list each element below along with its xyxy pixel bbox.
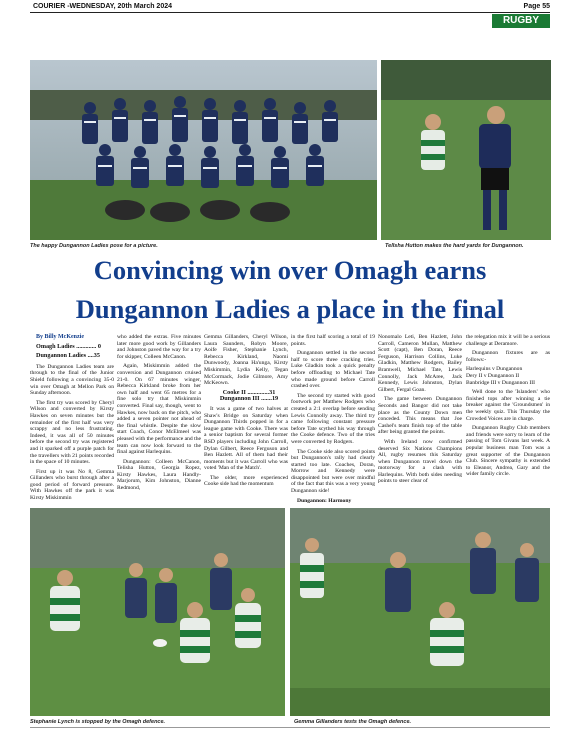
fixture: Dery II v Dungannon II [466, 372, 520, 379]
hutton-photo [381, 60, 551, 240]
article-column-2 [117, 334, 201, 495]
paragraph: It was a game of two halves at Shaw's Bridge on Saturday when Dungannon Thirds popped in for a league game with Cooke. There was a senior baptism for several former RSD players including John Carroll, Dylan Gilbert, Reece Ferguson and Ben Hazlett. All of them had their moments but it was Carroll who was voted 'Man of the Match'. [204, 405, 288, 472]
paragraph: The second try started with good footwork per Matthew Rodgers who created a 2:1 overlap before sending Lewis Connolly away. The third try came following constant pressure before Tate scythed his way through the Cooke defence. Two of the tries were converted by Rodgers. [291, 392, 375, 445]
paragraph: the relegation mix it will be a serious challenge at Deramore. [466, 334, 550, 347]
article-column-3 [204, 334, 288, 491]
article-column-6 [466, 334, 550, 481]
headline-line-2: Dungannon Ladies a place in the final [75, 294, 505, 324]
gillanders-photo [290, 508, 550, 716]
score-line: Omagh Ladies ............. 0 [36, 342, 101, 350]
paragraph: Gemma Gillanders, Cheryl Wilson, Laura Saunders, Robyn Moore, Aoife Fisher, Stephanie Lynch, Rebecca Kirkland, Naomi Dunwoody, Joanna Ha'unga, Kirsty Miskimmin, Lydia Kelly, Tegan McCormack, Jodie Gilmore, Amy McKeown. [204, 334, 288, 387]
article-column-1 [30, 334, 114, 505]
paragraph: The older, more experienced Cooke side had the momentum [204, 474, 288, 488]
paragraph: who added the extras. Five minutes later more good work by Gillanders and Johnston paved the way for a try for skipper, Colleen McCanon. [117, 334, 201, 360]
paragraph: First up it was No 8, Gemma Gillanders who burst through after a good period of forward pressure. With Hawkes off the park it was Kirsty Miskimmin [30, 468, 114, 502]
paragraph: Nonomalo Leti, Ben Hazlett, John Carroll, Cameron Mullan, Matthew Scott (capt), Ben Doran, Reece Ferguson, Harrison Collins, Luke Gladkin, Matthew Rodgers, Bailey Bramwell, Michael Tate, Lewis Connolly, Jack McAree, Jack Kennedy, Lewis Johnston, Dylan Gilbert, Fergal Goan. [378, 334, 462, 393]
paragraph: With Ireland now confirmed deserved Six Nations Champions All, rugby resumes this Saturday when Dungannon travel down the motorway for a clash with Harlequins. With both sides needing points to steer clear of [378, 438, 462, 485]
hutton-photo-caption: Tellsha Hutton makes the hard yards for Dungannon. [385, 243, 524, 249]
paragraph: Well done to the 'Islanders' who finished tops after winning a tie breaker against the 'Groundsmen' in the weekly quiz. This Thursday the Crowded Voices are in charge. [466, 389, 550, 422]
section-badge: RUGBY [492, 14, 550, 28]
fixture: Harlequins v Dungannon [466, 366, 523, 373]
paragraph: Dungannon settled in the second half to score three cracking tries. Luke Gladkin took a quick penalty before offloading to Michael Tate who made ground before Carroll crashed over. [291, 350, 375, 390]
team-photo-caption: The happy Dungannon Ladies pose for a picture. [30, 243, 158, 249]
page-number: Page 55 [523, 3, 550, 10]
paragraph: Dungannon Rugby Club members and friends were sorry to learn of the passing of Tom Givans last week. A popular business man Tom was a great supporter of the Dungannon Club. Sincere sympathy is extended to Eleanor, Andrea, Gary and the wider family circle. [466, 425, 550, 478]
page-header [0, 0, 580, 30]
score-line: Cooke II ..............31 [222, 388, 276, 396]
publication-date: COURIER -WEDNESDAY, 20th March 2024 [33, 3, 173, 10]
lynch-photo-caption: Stephanie Lynch is stopped by the Omagh defence. [30, 719, 166, 725]
headline-line-1: Convincing win over Omagh earns [93, 255, 487, 285]
paragraph: The Cooke side also scored points but Dungannon's rally had clearly started too late. Coaches, Doran, Morrow and Kennedy were disappointed but were over mindful of the fact that this was a very young Dungannon side! [291, 448, 375, 495]
article-column-4 [291, 334, 375, 507]
gillanders-photo-caption: Gemma Gillanders tests the Omagh defence. [294, 719, 412, 725]
team-photo [30, 60, 377, 240]
paragraph: Dungannon: Harmony [297, 497, 352, 504]
score-line: Dungannon Ladies ....35 [36, 352, 100, 360]
footer-rule [30, 727, 550, 728]
header-rule [30, 12, 550, 13]
paragraph: The first try was scored by Cheryl Wilson and converted by Kirsty Hawkes on seven minutes but the remainder of the first half was very scrappy and no less frustrating. Indeed, it was all of 50 minutes before the second try was registered and it sparked off a purple patch for the travellers with 21 points recorded in the space of 10 minutes. [30, 399, 114, 466]
paragraph: in the first half scoring a total of 19 points. [291, 334, 375, 347]
paragraph: Dungannon fixtures are as follows:- [466, 350, 550, 363]
lynch-photo [30, 508, 285, 716]
paragraph: The Dungannon Ladies team are through to the final of the Junior Shield following a convincing 35-0 win over Omagh at Mellon Park on Sunday afternoon. [30, 363, 114, 397]
byline: By Billy McKenzie [36, 334, 84, 340]
article-column-5 [378, 334, 462, 488]
fixture: Banbridge III v Dungannon III [466, 379, 535, 386]
paragraph: Again, Miskimmin added the conversion and Dungannon cruised 21-0. On 67 minutes winger, Rebecca Kirkland broke from her own half and went 65 metres for a fine solo try that Miskimmin converted. Final say, though, went to Hawkes, now back on the pitch, who added a seven pointer not ahead of the final whistle. Despite the slow start Coach, Conor McElmeel was pleased with the performance and the team can now look forward to the final against Harlequins. [117, 363, 201, 456]
paragraph: Dungannon: Colleen McCanon, Telisha Hutton, Georgia Ropez, Kirsty Hawkes, Laura Handly-Marjorum, Kim Johnston, Dianne Redmond, [117, 458, 201, 492]
paragraph: The game between Dungannon Seconds and Bangor did not take place as the County Down men conceded. This means that Joe Cashel's team finish top of the table after being granted the points. [378, 396, 462, 436]
score-line: Dungannon III .......19 [219, 395, 279, 403]
